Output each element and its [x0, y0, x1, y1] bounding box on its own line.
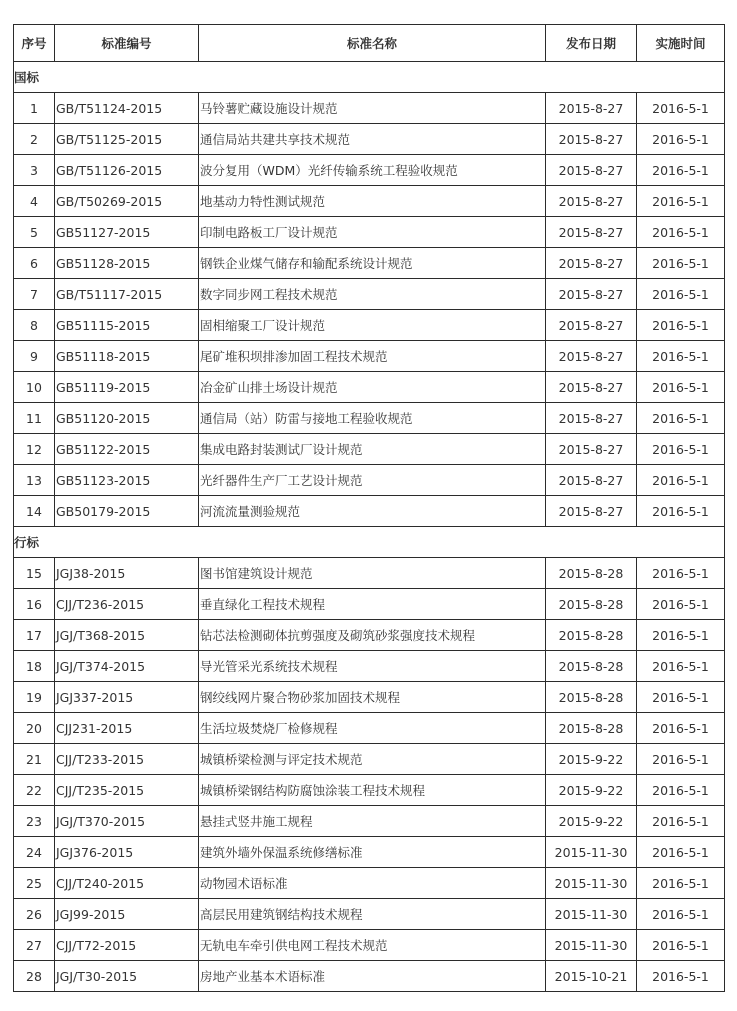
cell-index: 15 [14, 558, 55, 589]
cell-code: CJJ/T72-2015 [55, 930, 199, 961]
cell-name: 钢绞线网片聚合物砂浆加固技术规程 [199, 682, 546, 713]
header-name: 标准名称 [199, 25, 546, 62]
header-code: 标准编号 [55, 25, 199, 62]
cell-name: 尾矿堆积坝排渗加固工程技术规范 [199, 341, 546, 372]
table-body [14, 62, 725, 992]
cell-name: 动物园术语标准 [199, 868, 546, 899]
cell-name: 印制电路板工厂设计规范 [199, 217, 546, 248]
cell-name: 房地产业基本术语标准 [199, 961, 546, 992]
table-row [14, 589, 725, 620]
cell-effective: 2016-5-1 [637, 434, 725, 465]
cell-code: JGJ99-2015 [55, 899, 199, 930]
cell-published: 2015-8-27 [546, 372, 637, 403]
cell-name: 通信局站共建共享技术规范 [199, 124, 546, 155]
table-row [14, 310, 725, 341]
cell-effective: 2016-5-1 [637, 775, 725, 806]
cell-effective: 2016-5-1 [637, 372, 725, 403]
cell-effective: 2016-5-1 [637, 93, 725, 124]
cell-name: 波分复用（WDM）光纤传输系统工程验收规范 [199, 155, 546, 186]
cell-effective: 2016-5-1 [637, 589, 725, 620]
cell-name: 集成电路封装测试厂设计规范 [199, 434, 546, 465]
cell-published: 2015-8-27 [546, 186, 637, 217]
cell-published: 2015-8-28 [546, 682, 637, 713]
cell-index: 21 [14, 744, 55, 775]
table-row [14, 713, 725, 744]
cell-index: 1 [14, 93, 55, 124]
cell-name: 导光管采光系统技术规程 [199, 651, 546, 682]
cell-code: CJJ/T240-2015 [55, 868, 199, 899]
cell-code: GB50179-2015 [55, 496, 199, 527]
cell-code: GB51118-2015 [55, 341, 199, 372]
table-row [14, 341, 725, 372]
cell-name: 光纤器件生产厂工艺设计规范 [199, 465, 546, 496]
cell-name: 通信局（站）防雷与接地工程验收规范 [199, 403, 546, 434]
cell-effective: 2016-5-1 [637, 403, 725, 434]
table-row [14, 682, 725, 713]
cell-index: 2 [14, 124, 55, 155]
cell-code: GB51120-2015 [55, 403, 199, 434]
cell-effective: 2016-5-1 [637, 341, 725, 372]
cell-name: 悬挂式竖井施工规程 [199, 806, 546, 837]
table-row [14, 279, 725, 310]
cell-index: 12 [14, 434, 55, 465]
cell-index: 9 [14, 341, 55, 372]
cell-index: 28 [14, 961, 55, 992]
cell-index: 14 [14, 496, 55, 527]
cell-code: CJJ/T236-2015 [55, 589, 199, 620]
cell-published: 2015-11-30 [546, 899, 637, 930]
cell-published: 2015-10-21 [546, 961, 637, 992]
cell-published: 2015-8-28 [546, 620, 637, 651]
table-row [14, 558, 725, 589]
cell-name: 马铃薯贮藏设施设计规范 [199, 93, 546, 124]
cell-published: 2015-8-27 [546, 310, 637, 341]
cell-name: 钻芯法检测砌体抗剪强度及砌筑砂浆强度技术规程 [199, 620, 546, 651]
cell-effective: 2016-5-1 [637, 496, 725, 527]
cell-code: GB/T51126-2015 [55, 155, 199, 186]
cell-index: 20 [14, 713, 55, 744]
cell-name: 无轨电车牵引供电网工程技术规范 [199, 930, 546, 961]
table-row [14, 403, 725, 434]
cell-published: 2015-8-27 [546, 403, 637, 434]
cell-effective: 2016-5-1 [637, 310, 725, 341]
table-row [14, 155, 725, 186]
cell-name: 垂直绿化工程技术规程 [199, 589, 546, 620]
cell-index: 13 [14, 465, 55, 496]
section-row [14, 527, 725, 558]
cell-code: GB51119-2015 [55, 372, 199, 403]
cell-published: 2015-8-27 [546, 279, 637, 310]
header-published: 发布日期 [546, 25, 637, 62]
cell-index: 25 [14, 868, 55, 899]
cell-effective: 2016-5-1 [637, 217, 725, 248]
cell-effective: 2016-5-1 [637, 651, 725, 682]
cell-code: CJJ/T235-2015 [55, 775, 199, 806]
cell-name: 生活垃圾焚烧厂检修规程 [199, 713, 546, 744]
table-row [14, 186, 725, 217]
cell-published: 2015-11-30 [546, 868, 637, 899]
cell-name: 固相缩聚工厂设计规范 [199, 310, 546, 341]
table-row [14, 775, 725, 806]
cell-name: 图书馆建筑设计规范 [199, 558, 546, 589]
header-effective: 实施时间 [637, 25, 725, 62]
cell-effective: 2016-5-1 [637, 620, 725, 651]
table-row [14, 496, 725, 527]
table-row [14, 217, 725, 248]
cell-index: 19 [14, 682, 55, 713]
cell-index: 17 [14, 620, 55, 651]
cell-code: GB/T50269-2015 [55, 186, 199, 217]
header-index: 序号 [14, 25, 55, 62]
cell-effective: 2016-5-1 [637, 868, 725, 899]
cell-index: 27 [14, 930, 55, 961]
standards-table [13, 24, 725, 992]
cell-code: JGJ/T368-2015 [55, 620, 199, 651]
cell-code: CJJ/T233-2015 [55, 744, 199, 775]
cell-effective: 2016-5-1 [637, 744, 725, 775]
cell-name: 地基动力特性测试规范 [199, 186, 546, 217]
cell-effective: 2016-5-1 [637, 930, 725, 961]
cell-published: 2015-8-27 [546, 496, 637, 527]
cell-name: 建筑外墙外保温系统修缮标准 [199, 837, 546, 868]
cell-index: 8 [14, 310, 55, 341]
table-row [14, 434, 725, 465]
cell-effective: 2016-5-1 [637, 558, 725, 589]
cell-name: 城镇桥梁钢结构防腐蚀涂装工程技术规程 [199, 775, 546, 806]
table-row [14, 806, 725, 837]
cell-effective: 2016-5-1 [637, 806, 725, 837]
cell-name: 冶金矿山排土场设计规范 [199, 372, 546, 403]
cell-name: 河流流量测验规范 [199, 496, 546, 527]
table-row [14, 372, 725, 403]
cell-code: GB/T51117-2015 [55, 279, 199, 310]
cell-effective: 2016-5-1 [637, 155, 725, 186]
table-row [14, 868, 725, 899]
section-title: 国标 [14, 62, 725, 93]
cell-effective: 2016-5-1 [637, 837, 725, 868]
cell-published: 2015-9-22 [546, 775, 637, 806]
cell-name: 钢铁企业煤气储存和输配系统设计规范 [199, 248, 546, 279]
cell-code: GB51115-2015 [55, 310, 199, 341]
cell-effective: 2016-5-1 [637, 899, 725, 930]
section-row [14, 62, 725, 93]
cell-published: 2015-8-27 [546, 248, 637, 279]
cell-published: 2015-8-27 [546, 217, 637, 248]
cell-effective: 2016-5-1 [637, 713, 725, 744]
cell-effective: 2016-5-1 [637, 124, 725, 155]
cell-code: GB51122-2015 [55, 434, 199, 465]
cell-code: CJJ231-2015 [55, 713, 199, 744]
cell-index: 22 [14, 775, 55, 806]
cell-name: 数字同步网工程技术规范 [199, 279, 546, 310]
cell-published: 2015-9-22 [546, 806, 637, 837]
cell-published: 2015-8-27 [546, 155, 637, 186]
cell-published: 2015-8-27 [546, 341, 637, 372]
table-row [14, 961, 725, 992]
cell-index: 23 [14, 806, 55, 837]
cell-code: JGJ/T374-2015 [55, 651, 199, 682]
cell-index: 18 [14, 651, 55, 682]
header-row [14, 25, 725, 62]
cell-published: 2015-8-28 [546, 589, 637, 620]
cell-index: 4 [14, 186, 55, 217]
cell-published: 2015-8-27 [546, 434, 637, 465]
cell-index: 11 [14, 403, 55, 434]
table-row [14, 744, 725, 775]
table-row [14, 930, 725, 961]
cell-code: GB51123-2015 [55, 465, 199, 496]
cell-index: 7 [14, 279, 55, 310]
cell-published: 2015-8-27 [546, 465, 637, 496]
cell-index: 24 [14, 837, 55, 868]
cell-index: 3 [14, 155, 55, 186]
cell-name: 高层民用建筑钢结构技术规程 [199, 899, 546, 930]
cell-published: 2015-8-28 [546, 713, 637, 744]
cell-published: 2015-8-27 [546, 124, 637, 155]
cell-code: JGJ/T370-2015 [55, 806, 199, 837]
cell-published: 2015-11-30 [546, 930, 637, 961]
cell-effective: 2016-5-1 [637, 465, 725, 496]
cell-effective: 2016-5-1 [637, 961, 725, 992]
cell-effective: 2016-5-1 [637, 279, 725, 310]
cell-index: 5 [14, 217, 55, 248]
section-title: 行标 [14, 527, 725, 558]
table-row [14, 248, 725, 279]
cell-code: GB/T51124-2015 [55, 93, 199, 124]
table-row [14, 620, 725, 651]
table-row [14, 899, 725, 930]
cell-effective: 2016-5-1 [637, 186, 725, 217]
table-row [14, 93, 725, 124]
cell-published: 2015-8-27 [546, 93, 637, 124]
cell-effective: 2016-5-1 [637, 248, 725, 279]
cell-index: 10 [14, 372, 55, 403]
cell-index: 16 [14, 589, 55, 620]
cell-published: 2015-8-28 [546, 558, 637, 589]
table-row [14, 837, 725, 868]
cell-code: GB51127-2015 [55, 217, 199, 248]
cell-index: 26 [14, 899, 55, 930]
cell-name: 城镇桥梁检测与评定技术规范 [199, 744, 546, 775]
cell-code: JGJ337-2015 [55, 682, 199, 713]
cell-code: JGJ38-2015 [55, 558, 199, 589]
cell-code: GB/T51125-2015 [55, 124, 199, 155]
cell-code: GB51128-2015 [55, 248, 199, 279]
cell-code: JGJ376-2015 [55, 837, 199, 868]
cell-effective: 2016-5-1 [637, 682, 725, 713]
table-row [14, 124, 725, 155]
cell-published: 2015-8-28 [546, 651, 637, 682]
cell-code: JGJ/T30-2015 [55, 961, 199, 992]
table-row [14, 465, 725, 496]
cell-published: 2015-9-22 [546, 744, 637, 775]
cell-index: 6 [14, 248, 55, 279]
table-row [14, 651, 725, 682]
cell-published: 2015-11-30 [546, 837, 637, 868]
